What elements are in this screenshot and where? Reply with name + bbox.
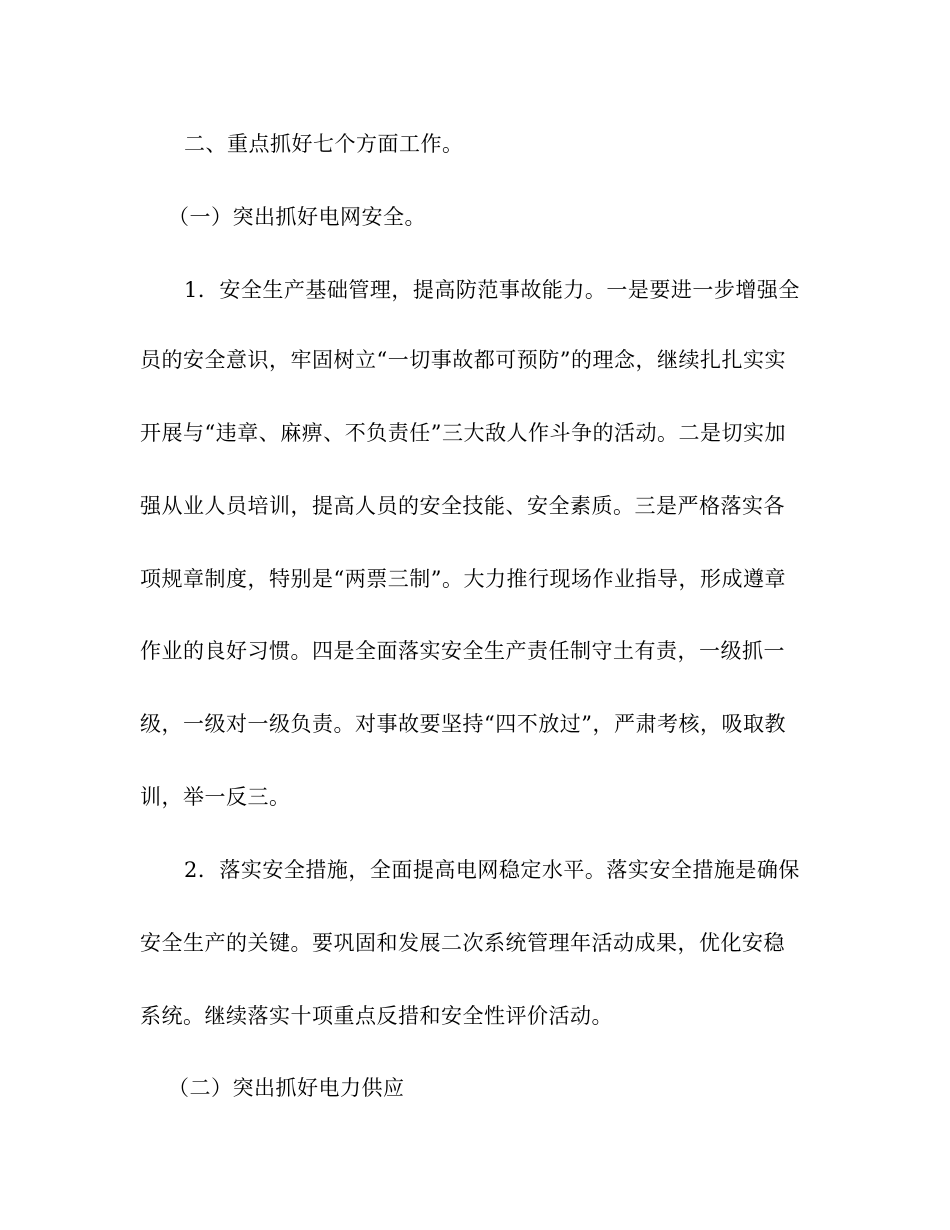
subsection-heading-1: （一）突出抓好电网安全。 <box>168 205 426 229</box>
section-heading: 二、重点抓好七个方面工作。 <box>184 132 464 156</box>
paragraph-1-line-1: 1．安全生产基础管理，提高防范事故能力。一是要进一步增强全 <box>184 278 800 302</box>
paragraph-1-line-3: 开展与“违章、麻痹、不负责任”三大敌人作斗争的活动。二是切实加 <box>140 421 786 445</box>
paragraph-1-line-6: 作业的良好习惯。四是全面落实安全生产责任制守土有责，一级抓一 <box>140 639 785 663</box>
paragraph-1-line-5: 项规章制度，特别是“两票三制”。大力推行现场作业指导，形成遵章 <box>140 567 786 591</box>
subsection-heading-2: （二）突出抓好电力供应 <box>168 1076 405 1100</box>
paragraph-2-line-1: 2．落实安全措施，全面提高电网稳定水平。落实安全措施是确保 <box>184 858 800 882</box>
paragraph-1-line-4: 强从业人员培训，提高人员的安全技能、安全素质。三是严格落实各 <box>140 494 785 518</box>
paragraph-1-line-8: 训，举一反三。 <box>140 785 291 809</box>
paragraph-1-line-7: 级，一级对一级负责。对事故要坚持“四不放过”，严肃考核，吸取教 <box>140 712 786 736</box>
paragraph-2-line-2: 安全生产的关键。要巩固和发展二次系统管理年活动成果，优化安稳 <box>140 931 785 955</box>
paragraph-2-line-3: 系统。继续落实十项重点反措和安全性评价活动。 <box>140 1004 613 1028</box>
paragraph-1-line-2: 员的安全意识，牢固树立“一切事故都可预防”的理念，继续扎扎实实 <box>140 348 786 372</box>
